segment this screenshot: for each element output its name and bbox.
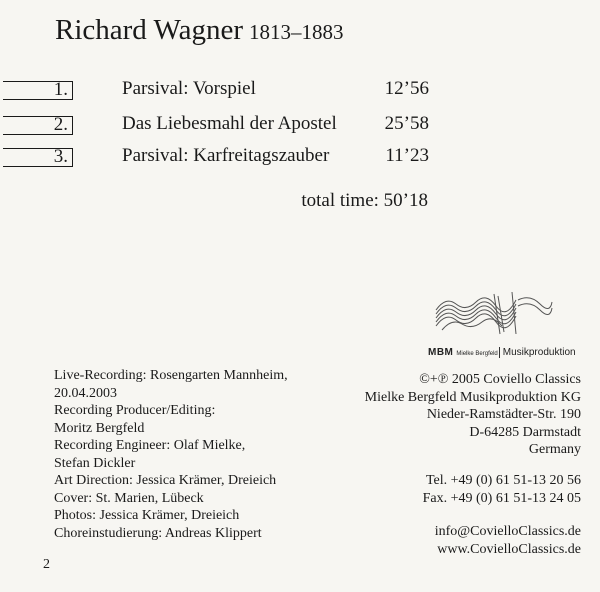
label-line: Germany xyxy=(528,442,581,457)
track-title: Parsival: Vorspiel xyxy=(122,78,256,99)
label-line: Mielke Bergfeld Musikproduktion KG xyxy=(364,389,581,405)
credit-line: 20.04.2003 xyxy=(54,385,117,401)
credits-block xyxy=(54,367,288,542)
fax-line: Fax. +49 (0) 61 51-13 24 05 xyxy=(422,490,581,506)
track-number: 2. xyxy=(53,114,68,135)
composer-name: Richard Wagner xyxy=(55,14,243,46)
track-number: 1. xyxy=(53,79,68,100)
credit-line: Moritz Bergfeld xyxy=(54,420,145,436)
credit-line: Live-Recording: Rosengarten Mannheim, xyxy=(54,368,288,383)
website-line: www.CovielloClassics.de xyxy=(437,541,581,557)
track-row xyxy=(0,113,440,139)
credit-line: Recording Producer/Editing: xyxy=(54,403,216,418)
logo-abbreviation: MBM xyxy=(428,347,454,358)
logo-small-text: Mielke Bergfeld xyxy=(456,351,498,357)
track-duration: 25’58 xyxy=(384,113,429,134)
credit-line: Art Direction: Jessica Krämer, Dreieich xyxy=(54,473,277,488)
logo-name: Musikproduktion xyxy=(499,347,576,358)
label-line: Nieder-Ramstädter-Str. 190 xyxy=(426,407,581,422)
track-number-box xyxy=(3,148,73,167)
composer-heading xyxy=(55,14,343,47)
track-number: 3. xyxy=(53,146,68,167)
track-duration: 12’56 xyxy=(384,78,429,99)
track-number-box xyxy=(3,81,73,100)
wave-logo-icon xyxy=(434,290,554,338)
composer-dates: 1813–1883 xyxy=(248,20,344,44)
track-row xyxy=(0,78,440,104)
credit-line: Cover: St. Marien, Lübeck xyxy=(54,490,204,506)
track-title: Parsival: Karfreitagszauber xyxy=(122,145,330,166)
track-title: Das Liebesmahl der Apostel xyxy=(122,113,337,134)
label-line: D-64285 Darmstadt xyxy=(469,424,581,440)
contact-block xyxy=(423,472,581,507)
track-duration: 11’23 xyxy=(385,145,429,166)
track-row xyxy=(0,145,440,171)
credit-line: Recording Engineer: Olaf Mielke, xyxy=(54,438,246,453)
total-time: total time: 50’18 xyxy=(301,190,428,211)
logo-wordmark xyxy=(428,342,576,360)
mbm-logo xyxy=(428,290,584,360)
phone-line: Tel. +49 (0) 61 51-13 20 56 xyxy=(425,473,581,488)
label-info-block xyxy=(365,371,581,459)
credit-line: Choreinstudierung: Andreas Klippert xyxy=(54,525,262,541)
email-line: info@CovielloClassics.de xyxy=(434,524,581,539)
page-number: 2 xyxy=(43,557,50,572)
track-number-box xyxy=(3,116,73,135)
label-line: ©+℗ 2005 Coviello Classics xyxy=(419,372,581,387)
credit-line: Stefan Dickler xyxy=(54,455,136,471)
credit-line: Photos: Jessica Krämer, Dreieich xyxy=(54,508,240,523)
web-block xyxy=(435,523,581,558)
